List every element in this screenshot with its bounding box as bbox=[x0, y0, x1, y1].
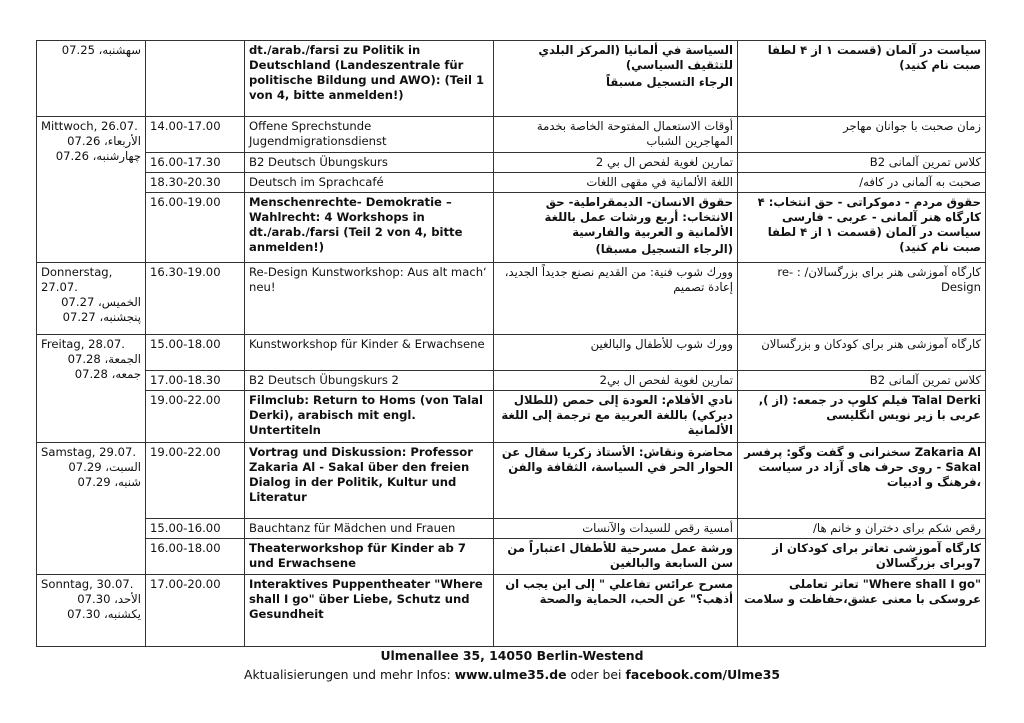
german-event-cell: Re-Design Kunstworkshop: Aus alt mach‘ neu! bbox=[245, 263, 494, 335]
website-link[interactable]: www.ulme35.de bbox=[454, 667, 567, 682]
time-cell: 16.00-19.00 bbox=[146, 193, 245, 263]
day-label: Sonntag, 30.07. bbox=[41, 577, 134, 591]
schedule-row bbox=[37, 519, 986, 539]
time-cell: 17.00-18.30 bbox=[146, 371, 245, 391]
arabic-event-text: حقوق الانسان- الديمقراطية- حق الانتخاب: أربع ورشات عمل باللغة الألمانية و العربية والفارسية bbox=[544, 195, 733, 239]
day-label: سهشنبه، 07.25 bbox=[61, 43, 141, 57]
day-label: Mittwoch, 26.07. bbox=[41, 119, 138, 133]
day-cell bbox=[37, 41, 146, 117]
footer-info-mid: oder bei bbox=[570, 667, 622, 682]
schedule-row bbox=[37, 443, 986, 519]
day-label: Freitag, 28.07. bbox=[41, 337, 125, 351]
footer-info-prefix: Aktualisierungen und mehr Infos: bbox=[244, 667, 451, 682]
farsi-event-cell: کارگاه آموزشی هنر برای بزرگسالان/ : re-Design bbox=[738, 263, 986, 335]
arabic-event-text: محاضرة ونقاش: الأستاذ زكريا سقال عن الحوار الحر في السياسة، الثقافة والفن bbox=[501, 445, 733, 474]
arabic-event-text: أوقات الاستعمال المفتوحة الخاصة بخدمة المهاجرين الشباب bbox=[536, 119, 733, 148]
arabic-event-cell bbox=[494, 443, 738, 519]
time-cell: 15.00-16.00 bbox=[146, 519, 245, 539]
farsi-event-cell: کلاس تمرین آلمانی B2 bbox=[738, 153, 986, 173]
schedule-row bbox=[37, 335, 986, 371]
time-cell: 19.00-22.00 bbox=[146, 391, 245, 443]
arabic-event-cell bbox=[494, 193, 738, 263]
time-cell: 17.00-20.00 bbox=[146, 575, 245, 647]
arabic-event-cell bbox=[494, 539, 738, 575]
day-label: الأحد، 07.30 bbox=[77, 592, 141, 606]
german-event-cell: Offene Sprechstunde Jugendmigrationsdienst bbox=[245, 117, 494, 153]
time-cell: 16.30-19.00 bbox=[146, 263, 245, 335]
schedule-row bbox=[37, 41, 986, 117]
german-event-cell: Interaktives Puppentheater "Where shall I go" über Liebe, Schutz und Gesundheit bbox=[245, 575, 494, 647]
schedule-row bbox=[37, 371, 986, 391]
arabic-event-cell bbox=[494, 391, 738, 443]
time-cell: 14.00-17.00 bbox=[146, 117, 245, 153]
farsi-event-cell: سیاست در آلمان (قسمت ۱ از ۴ لطفا صبت نام کنید) bbox=[738, 41, 986, 117]
arabic-event-text: تمارين لغوية لفحص ال بي2 bbox=[599, 373, 733, 387]
day-label: چهارشنبه، 07.26 bbox=[55, 149, 141, 163]
arabic-event-cell bbox=[494, 371, 738, 391]
schedule-row bbox=[37, 153, 986, 173]
german-event-cell: Theaterworkshop für Kinder ab 7 und Erwachsene bbox=[245, 539, 494, 575]
schedule-row bbox=[37, 575, 986, 647]
time-cell bbox=[146, 41, 245, 117]
arabic-event-cell bbox=[494, 41, 738, 117]
schedule-table bbox=[36, 40, 986, 647]
day-cell bbox=[37, 117, 146, 263]
arabic-event-cell bbox=[494, 263, 738, 335]
farsi-event-cell: Talal Derki فیلم کلوپ در جمعه: (از ), عربی با زیر نویس انگلیسی bbox=[738, 391, 986, 443]
arabic-event-text: نادي الأفلام: العودة إلى حمص (للطلال ديركي) باللغة العربية مع ترجمة إلى اللغة الألمانية bbox=[501, 393, 733, 437]
day-label: یکشنبه، 07.30 bbox=[67, 607, 141, 621]
day-cell bbox=[37, 335, 146, 443]
german-event-cell: Vortrag und Diskussion: Professor Zakaria Al - Sakal über den freien Dialog in der Politik, Kultur und Literatur bbox=[245, 443, 494, 519]
farsi-event-cell: رقص شکم برای دختران و خانم ها/ bbox=[738, 519, 986, 539]
arabic-event-text: السياسة في ألمانيا (المركز البلدي للتثقيف السياسي) bbox=[538, 43, 733, 72]
day-label: الجمعة، 07.28 bbox=[67, 352, 141, 366]
german-event-cell: Kunstworkshop für Kinder & Erwachsene bbox=[245, 335, 494, 371]
schedule-row bbox=[37, 193, 986, 263]
arabic-registration-note: الرجاء التسجيل مسبقاً bbox=[606, 75, 733, 89]
farsi-event-cell: "Where shall I go" تعاتر تعاملی عروسکی با معنی عشق،حفاظت و سلامت bbox=[738, 575, 986, 647]
time-cell: 18.30-20.30 bbox=[146, 173, 245, 193]
arabic-registration-note: (الرجاء التسجيل مسبقا) bbox=[595, 242, 733, 256]
schedule-row bbox=[37, 391, 986, 443]
footer-info bbox=[0, 667, 1024, 682]
arabic-event-cell bbox=[494, 575, 738, 647]
schedule-row bbox=[37, 117, 986, 153]
arabic-event-text: وورك شوب للأطفال والبالغين bbox=[590, 337, 733, 351]
day-label: الأربعاء، 07.26 bbox=[67, 134, 141, 148]
arabic-event-cell bbox=[494, 335, 738, 371]
day-cell bbox=[37, 443, 146, 575]
schedule-row bbox=[37, 173, 986, 193]
farsi-event-cell: کارگاه آموزشی تعاتر برای کودکان از 7وبرای بزرگسالان bbox=[738, 539, 986, 575]
day-label: الخميس، 07.27 bbox=[61, 295, 141, 309]
arabic-event-text: اللغة الألمانية في مقهى اللغات bbox=[586, 175, 733, 189]
farsi-event-cell: کارگاه آموزشی هنر برای کودکان و بزرگسالان bbox=[738, 335, 986, 371]
arabic-event-text: تمارين لغوية لفحص ال بي 2 bbox=[595, 155, 733, 169]
time-cell: 16.00-18.00 bbox=[146, 539, 245, 575]
day-label: جمعه، 07.28 bbox=[74, 367, 141, 381]
arabic-event-text: ورشة عمل مسرحية للأطفال اعتباراً من سن السابعة والبالغين bbox=[507, 541, 733, 570]
schedule-row bbox=[37, 263, 986, 335]
farsi-event-cell: حقوق مردم - دموکراتی - حق انتخاب: ۴ کارگاه هنر آلمانی - عربی - فارسی سیاست در آلمان (قسمت ۱ از ۴ لطفا صبت نام کنید) bbox=[738, 193, 986, 263]
german-event-cell: Deutsch im Sprachcafé bbox=[245, 173, 494, 193]
german-event-cell: Filmclub: Return to Homs (von Talal Derki), arabisch mit engl. Untertiteln bbox=[245, 391, 494, 443]
farsi-event-cell: صحبت به آلمانی در کافه/ bbox=[738, 173, 986, 193]
day-label: Donnerstag, 27.07. bbox=[41, 265, 113, 294]
time-cell: 16.00-17.30 bbox=[146, 153, 245, 173]
day-label: شنبه، 07.29 bbox=[77, 475, 141, 489]
german-event-cell: Bauchtanz für Mädchen und Frauen bbox=[245, 519, 494, 539]
day-label: پنجشنبه، 07.27 bbox=[62, 310, 141, 324]
time-cell: 15.00-18.00 bbox=[146, 335, 245, 371]
german-event-cell: Menschenrechte- Demokratie – Wahlrecht: 4 Workshops in dt./arab./farsi (Teil 2 von 4, bitte anmelden!) bbox=[245, 193, 494, 263]
day-cell bbox=[37, 263, 146, 335]
german-event-cell: B2 Deutsch Übungskurs 2 bbox=[245, 371, 494, 391]
farsi-event-cell: زمان صحبت با جوانان مهاجر bbox=[738, 117, 986, 153]
arabic-event-text: وورك شوب فنية: من القديم نصنع جديداً الجديد، إعادة تصميم bbox=[504, 265, 733, 294]
german-event-cell: B2 Deutsch Übungskurs bbox=[245, 153, 494, 173]
time-cell: 19.00-22.00 bbox=[146, 443, 245, 519]
arabic-event-cell bbox=[494, 117, 738, 153]
arabic-event-text: أمسية رقص للسيدات والآنسات bbox=[582, 521, 733, 535]
arabic-event-text: مسرح عرائس تفاعلي " إلى اين يجب ان أذهب؟" عن الحب، الحماية والصحة bbox=[505, 577, 733, 606]
arabic-event-cell bbox=[494, 519, 738, 539]
day-cell bbox=[37, 575, 146, 647]
schedule-row bbox=[37, 539, 986, 575]
day-label: السبت، 07.29 bbox=[68, 460, 141, 474]
day-label: Samstag, 29.07. bbox=[41, 445, 137, 459]
arabic-event-cell bbox=[494, 173, 738, 193]
farsi-event-cell: Zakaria Al سخنرانی و گفت وگو: پرفسر Sakal - روی حرف های آزاد در سیاست ،فرهنگ و ادبیات bbox=[738, 443, 986, 519]
facebook-link[interactable]: facebook.com/Ulme35 bbox=[625, 667, 780, 682]
german-event-cell: dt./arab./farsi zu Politik in Deutschland (Landeszentrale für politische Bildung und AWO): (Teil 1 von 4, bitte anmelden!) bbox=[245, 41, 494, 117]
farsi-event-cell: کلاس تمرین آلمانی B2 bbox=[738, 371, 986, 391]
arabic-event-cell bbox=[494, 153, 738, 173]
footer-address: Ulmenallee 35, 14050 Berlin-Westend bbox=[380, 648, 644, 663]
